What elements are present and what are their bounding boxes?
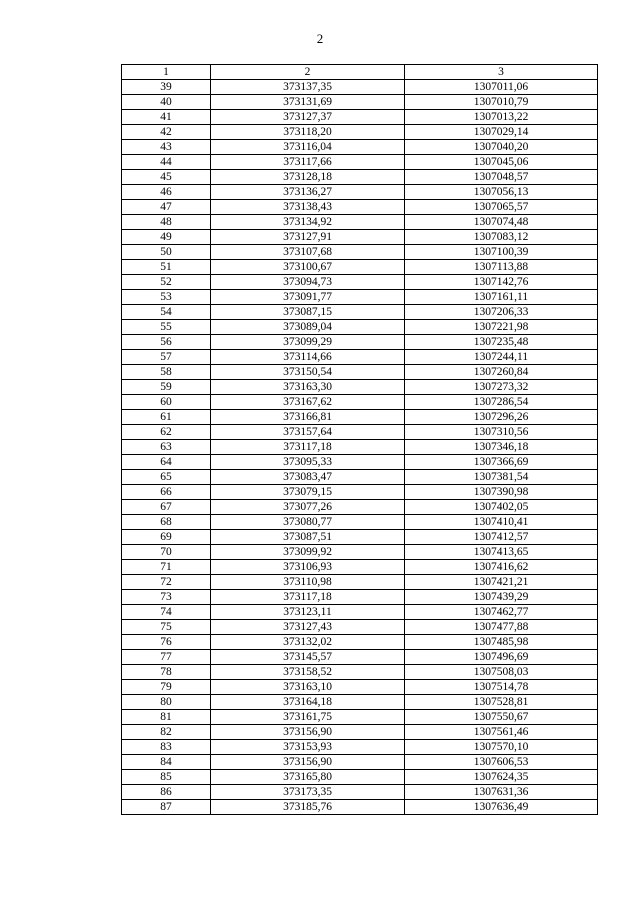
- table-row: [122, 440, 598, 455]
- point-number-cell: 79: [122, 680, 211, 695]
- table-row: [122, 350, 598, 365]
- table-row: [122, 470, 598, 485]
- x-coordinate-cell: 373099,29: [211, 335, 405, 350]
- x-coordinate-cell: 373106,93: [211, 560, 405, 575]
- table-row: [122, 125, 598, 140]
- x-coordinate-cell: 373100,67: [211, 260, 405, 275]
- table-row: [122, 560, 598, 575]
- table-row: [122, 425, 598, 440]
- y-coordinate-cell: 1307286,54: [405, 395, 598, 410]
- x-coordinate-cell: 373080,77: [211, 515, 405, 530]
- x-coordinate-cell: 373095,33: [211, 455, 405, 470]
- point-number-cell: 59: [122, 380, 211, 395]
- x-coordinate-cell: 373116,04: [211, 140, 405, 155]
- table-row: [122, 515, 598, 530]
- point-number-cell: 45: [122, 170, 211, 185]
- point-number-cell: 65: [122, 470, 211, 485]
- y-coordinate-cell: 1307221,98: [405, 320, 598, 335]
- table-row: [122, 740, 598, 755]
- table-row: [122, 545, 598, 560]
- table-row: [122, 530, 598, 545]
- table-row: [122, 185, 598, 200]
- x-coordinate-cell: 373161,75: [211, 710, 405, 725]
- table-row: [122, 335, 598, 350]
- table-row: [122, 245, 598, 260]
- table-row: [122, 170, 598, 185]
- x-coordinate-cell: 373163,30: [211, 380, 405, 395]
- table-row: [122, 80, 598, 95]
- point-number-cell: 78: [122, 665, 211, 680]
- y-coordinate-cell: 1307410,41: [405, 515, 598, 530]
- table-body: [122, 80, 598, 815]
- y-coordinate-cell: 1307011,06: [405, 80, 598, 95]
- point-number-cell: 85: [122, 770, 211, 785]
- x-coordinate-cell: 373173,35: [211, 785, 405, 800]
- y-coordinate-cell: 1307113,88: [405, 260, 598, 275]
- table-row: [122, 605, 598, 620]
- x-coordinate-cell: 373166,81: [211, 410, 405, 425]
- x-coordinate-cell: 373099,92: [211, 545, 405, 560]
- y-coordinate-cell: 1307206,33: [405, 305, 598, 320]
- y-coordinate-cell: 1307161,11: [405, 290, 598, 305]
- point-number-cell: 70: [122, 545, 211, 560]
- point-number-cell: 52: [122, 275, 211, 290]
- x-coordinate-cell: 373136,27: [211, 185, 405, 200]
- x-coordinate-cell: 373123,11: [211, 605, 405, 620]
- point-number-cell: 63: [122, 440, 211, 455]
- table-row: [122, 215, 598, 230]
- point-number-cell: 47: [122, 200, 211, 215]
- y-coordinate-cell: 1307056,13: [405, 185, 598, 200]
- y-coordinate-cell: 1307366,69: [405, 455, 598, 470]
- y-coordinate-cell: 1307083,12: [405, 230, 598, 245]
- y-coordinate-cell: 1307514,78: [405, 680, 598, 695]
- table-row: [122, 800, 598, 815]
- x-coordinate-cell: 373117,18: [211, 440, 405, 455]
- point-number-cell: 69: [122, 530, 211, 545]
- y-coordinate-cell: 1307074,48: [405, 215, 598, 230]
- table-row: [122, 365, 598, 380]
- table-row: [122, 695, 598, 710]
- table-row: [122, 95, 598, 110]
- y-coordinate-cell: 1307244,11: [405, 350, 598, 365]
- point-number-cell: 51: [122, 260, 211, 275]
- table-row: [122, 395, 598, 410]
- y-coordinate-cell: 1307142,76: [405, 275, 598, 290]
- table-row: [122, 455, 598, 470]
- y-coordinate-cell: 1307462,77: [405, 605, 598, 620]
- x-coordinate-cell: 373107,68: [211, 245, 405, 260]
- point-number-cell: 71: [122, 560, 211, 575]
- table-row: [122, 650, 598, 665]
- table-row: [122, 635, 598, 650]
- x-coordinate-cell: 373094,73: [211, 275, 405, 290]
- x-coordinate-cell: 373089,04: [211, 320, 405, 335]
- table-row: [122, 110, 598, 125]
- y-coordinate-cell: 1307496,69: [405, 650, 598, 665]
- point-number-cell: 82: [122, 725, 211, 740]
- table-row: [122, 590, 598, 605]
- point-number-cell: 39: [122, 80, 211, 95]
- x-coordinate-cell: 373138,43: [211, 200, 405, 215]
- header-row: [122, 65, 598, 80]
- y-coordinate-cell: 1307477,88: [405, 620, 598, 635]
- y-coordinate-cell: 1307631,36: [405, 785, 598, 800]
- y-coordinate-cell: 1307048,57: [405, 170, 598, 185]
- y-coordinate-cell: 1307508,03: [405, 665, 598, 680]
- y-coordinate-cell: 1307412,57: [405, 530, 598, 545]
- table-row: [122, 665, 598, 680]
- y-coordinate-cell: 1307550,67: [405, 710, 598, 725]
- x-coordinate-cell: 373110,98: [211, 575, 405, 590]
- y-coordinate-cell: 1307296,26: [405, 410, 598, 425]
- x-coordinate-cell: 373167,62: [211, 395, 405, 410]
- x-coordinate-cell: 373077,26: [211, 500, 405, 515]
- point-number-cell: 86: [122, 785, 211, 800]
- point-number-cell: 83: [122, 740, 211, 755]
- point-number-cell: 41: [122, 110, 211, 125]
- point-number-cell: 43: [122, 140, 211, 155]
- point-number-cell: 57: [122, 350, 211, 365]
- y-coordinate-cell: 1307561,46: [405, 725, 598, 740]
- point-number-cell: 50: [122, 245, 211, 260]
- point-number-cell: 74: [122, 605, 211, 620]
- y-coordinate-cell: 1307346,18: [405, 440, 598, 455]
- point-number-cell: 66: [122, 485, 211, 500]
- x-coordinate-cell: 373145,57: [211, 650, 405, 665]
- x-coordinate-cell: 373158,52: [211, 665, 405, 680]
- y-coordinate-cell: 1307413,65: [405, 545, 598, 560]
- y-coordinate-cell: 1307273,32: [405, 380, 598, 395]
- x-coordinate-cell: 373153,93: [211, 740, 405, 755]
- point-number-cell: 84: [122, 755, 211, 770]
- y-coordinate-cell: 1307045,06: [405, 155, 598, 170]
- y-coordinate-cell: 1307390,98: [405, 485, 598, 500]
- point-number-cell: 56: [122, 335, 211, 350]
- x-coordinate-cell: 373127,91: [211, 230, 405, 245]
- point-number-cell: 67: [122, 500, 211, 515]
- table-row: [122, 680, 598, 695]
- point-number-cell: 68: [122, 515, 211, 530]
- y-coordinate-cell: 1307065,57: [405, 200, 598, 215]
- x-coordinate-cell: 373150,54: [211, 365, 405, 380]
- header-x-coordinate: 2: [211, 65, 405, 80]
- header-y-coordinate: 3: [405, 65, 598, 80]
- point-number-cell: 55: [122, 320, 211, 335]
- x-coordinate-cell: 373137,35: [211, 80, 405, 95]
- table-row: [122, 485, 598, 500]
- y-coordinate-cell: 1307010,79: [405, 95, 598, 110]
- y-coordinate-cell: 1307260,84: [405, 365, 598, 380]
- y-coordinate-cell: 1307528,81: [405, 695, 598, 710]
- table-row: [122, 755, 598, 770]
- table-row: [122, 410, 598, 425]
- y-coordinate-cell: 1307485,98: [405, 635, 598, 650]
- x-coordinate-cell: 373117,18: [211, 590, 405, 605]
- y-coordinate-cell: 1307381,54: [405, 470, 598, 485]
- point-number-cell: 46: [122, 185, 211, 200]
- x-coordinate-cell: 373131,69: [211, 95, 405, 110]
- x-coordinate-cell: 373127,43: [211, 620, 405, 635]
- y-coordinate-cell: 1307624,35: [405, 770, 598, 785]
- point-number-cell: 80: [122, 695, 211, 710]
- x-coordinate-cell: 373079,15: [211, 485, 405, 500]
- point-number-cell: 64: [122, 455, 211, 470]
- x-coordinate-cell: 373185,76: [211, 800, 405, 815]
- table-row: [122, 320, 598, 335]
- header-point-number: 1: [122, 65, 211, 80]
- point-number-cell: 73: [122, 590, 211, 605]
- point-number-cell: 76: [122, 635, 211, 650]
- point-number-cell: 77: [122, 650, 211, 665]
- x-coordinate-cell: 373157,64: [211, 425, 405, 440]
- point-number-cell: 40: [122, 95, 211, 110]
- point-number-cell: 81: [122, 710, 211, 725]
- point-number-cell: 75: [122, 620, 211, 635]
- point-number-cell: 53: [122, 290, 211, 305]
- x-coordinate-cell: 373083,47: [211, 470, 405, 485]
- table-row: [122, 575, 598, 590]
- y-coordinate-cell: 1307100,39: [405, 245, 598, 260]
- table-row: [122, 305, 598, 320]
- y-coordinate-cell: 1307310,56: [405, 425, 598, 440]
- y-coordinate-cell: 1307421,21: [405, 575, 598, 590]
- y-coordinate-cell: 1307606,53: [405, 755, 598, 770]
- table-row: [122, 200, 598, 215]
- x-coordinate-cell: 373163,10: [211, 680, 405, 695]
- table-row: [122, 770, 598, 785]
- table-row: [122, 725, 598, 740]
- page-number: 2: [316, 31, 324, 46]
- table-row: [122, 380, 598, 395]
- x-coordinate-cell: 373134,92: [211, 215, 405, 230]
- point-number-cell: 61: [122, 410, 211, 425]
- point-number-cell: 48: [122, 215, 211, 230]
- y-coordinate-cell: 1307439,29: [405, 590, 598, 605]
- x-coordinate-cell: 373091,77: [211, 290, 405, 305]
- y-coordinate-cell: 1307013,22: [405, 110, 598, 125]
- table-row: [122, 275, 598, 290]
- y-coordinate-cell: 1307029,14: [405, 125, 598, 140]
- y-coordinate-cell: 1307416,62: [405, 560, 598, 575]
- x-coordinate-cell: 373117,66: [211, 155, 405, 170]
- point-number-cell: 42: [122, 125, 211, 140]
- x-coordinate-cell: 373165,80: [211, 770, 405, 785]
- point-number-cell: 60: [122, 395, 211, 410]
- x-coordinate-cell: 373128,18: [211, 170, 405, 185]
- point-number-cell: 62: [122, 425, 211, 440]
- table-row: [122, 260, 598, 275]
- y-coordinate-cell: 1307040,20: [405, 140, 598, 155]
- table-row: [122, 140, 598, 155]
- point-number-cell: 44: [122, 155, 211, 170]
- x-coordinate-cell: 373156,90: [211, 725, 405, 740]
- x-coordinate-cell: 373132,02: [211, 635, 405, 650]
- x-coordinate-cell: 373118,20: [211, 125, 405, 140]
- y-coordinate-cell: 1307402,05: [405, 500, 598, 515]
- point-number-cell: 49: [122, 230, 211, 245]
- x-coordinate-cell: 373127,37: [211, 110, 405, 125]
- coordinates-table: [121, 64, 598, 815]
- table-row: [122, 785, 598, 800]
- point-number-cell: 87: [122, 800, 211, 815]
- y-coordinate-cell: 1307570,10: [405, 740, 598, 755]
- table-row: [122, 500, 598, 515]
- point-number-cell: 58: [122, 365, 211, 380]
- y-coordinate-cell: 1307636,49: [405, 800, 598, 815]
- point-number-cell: 72: [122, 575, 211, 590]
- x-coordinate-cell: 373087,15: [211, 305, 405, 320]
- x-coordinate-cell: 373114,66: [211, 350, 405, 365]
- table-row: [122, 290, 598, 305]
- table-header: [122, 65, 598, 80]
- table-row: [122, 155, 598, 170]
- point-number-cell: 54: [122, 305, 211, 320]
- x-coordinate-cell: 373087,51: [211, 530, 405, 545]
- x-coordinate-cell: 373164,18: [211, 695, 405, 710]
- table-row: [122, 620, 598, 635]
- table-row: [122, 710, 598, 725]
- table-row: [122, 230, 598, 245]
- x-coordinate-cell: 373156,90: [211, 755, 405, 770]
- y-coordinate-cell: 1307235,48: [405, 335, 598, 350]
